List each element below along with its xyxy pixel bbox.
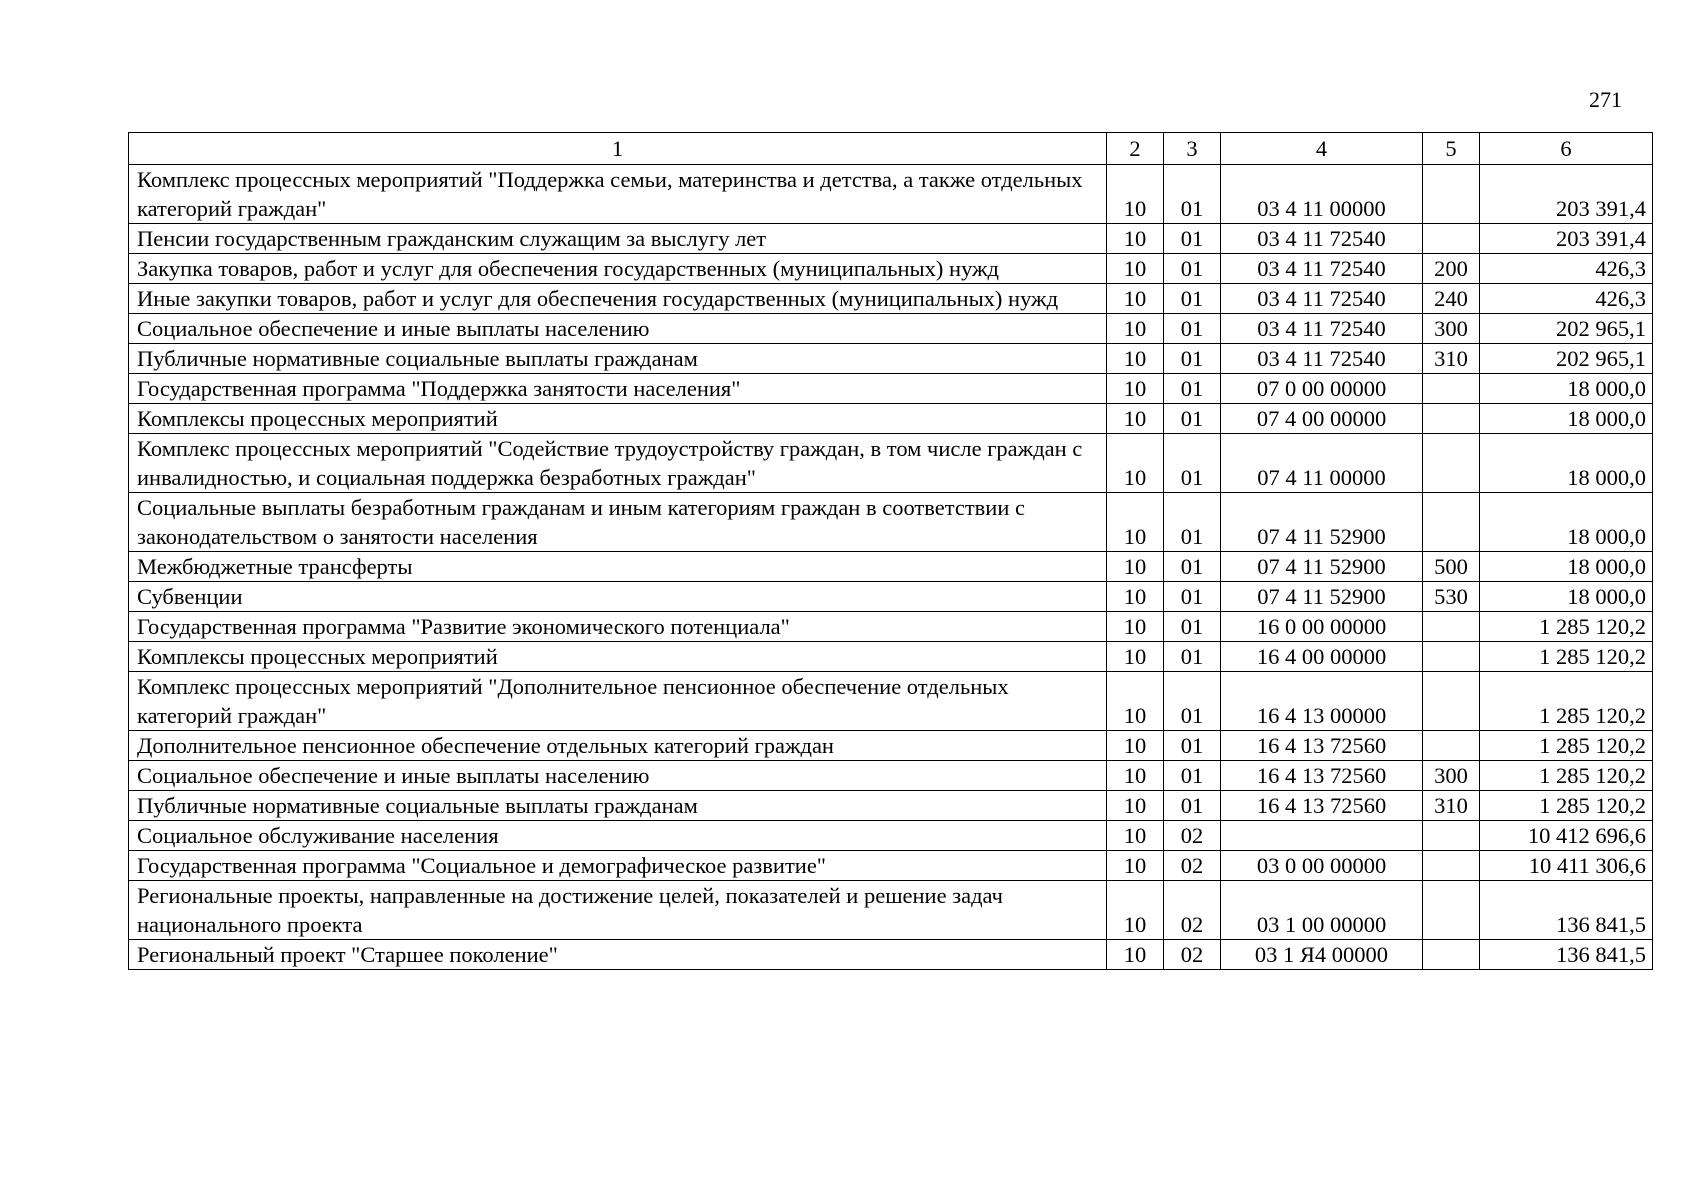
row-expense-type-cell [1423,731,1480,761]
row-subsection-cell: 01 [1164,224,1221,254]
header-cell-6: 6 [1480,133,1653,165]
row-expense-type-cell [1423,224,1480,254]
row-expense-type-cell [1423,374,1480,404]
table-row [129,552,1653,582]
table-row [129,940,1653,970]
table-row [129,791,1653,821]
row-name-cell: Комплекс процессных мероприятий "Содействие трудоустройству граждан, в том числе граждан с инвалидностью, и социальная поддержка безработных граждан" [129,434,1107,493]
row-subsection-cell: 01 [1164,344,1221,374]
row-section-cell: 10 [1107,224,1164,254]
row-target-article-cell: 16 4 13 00000 [1221,672,1423,731]
row-section-cell: 10 [1107,612,1164,642]
row-name-cell: Социальные выплаты безработным гражданам и иным категориям граждан в соответствии с законодательством о занятости населения [129,493,1107,552]
row-name-cell: Региональный проект "Старшее поколение" [129,940,1107,970]
row-name-cell: Комплекс процессных мероприятий "Поддержка семьи, материнства и детства, а также отдельных категорий граждан" [129,165,1107,224]
row-expense-type-cell: 300 [1423,314,1480,344]
row-target-article-cell: 16 4 13 72560 [1221,731,1423,761]
table-row [129,642,1653,672]
row-section-cell: 10 [1107,434,1164,493]
row-target-article-cell: 03 4 11 72540 [1221,314,1423,344]
row-subsection-cell: 02 [1164,940,1221,970]
row-expense-type-cell [1423,404,1480,434]
row-section-cell: 10 [1107,642,1164,672]
row-section-cell: 10 [1107,165,1164,224]
row-subsection-cell: 01 [1164,731,1221,761]
header-row [129,133,1653,165]
table-row [129,404,1653,434]
row-expense-type-cell [1423,165,1480,224]
row-target-article-cell: 03 1 00 00000 [1221,881,1423,940]
row-name-cell: Государственная программа "Социальное и демографическое развитие" [129,851,1107,881]
row-target-article-cell: 16 4 00 00000 [1221,642,1423,672]
row-name-cell: Комплекс процессных мероприятий "Дополнительное пенсионное обеспечение отдельных категорий граждан" [129,672,1107,731]
row-expense-type-cell: 310 [1423,344,1480,374]
row-amount-cell: 136 841,5 [1480,881,1653,940]
table-row [129,224,1653,254]
row-expense-type-cell [1423,612,1480,642]
row-section-cell: 10 [1107,284,1164,314]
row-name-cell: Социальное обеспечение и иные выплаты населению [129,314,1107,344]
row-amount-cell: 18 000,0 [1480,434,1653,493]
row-subsection-cell: 01 [1164,165,1221,224]
row-section-cell: 10 [1107,404,1164,434]
row-target-article-cell: 03 1 Я4 00000 [1221,940,1423,970]
row-expense-type-cell: 300 [1423,761,1480,791]
row-amount-cell: 1 285 120,2 [1480,731,1653,761]
row-target-article-cell: 16 0 00 00000 [1221,612,1423,642]
header-cell-3: 3 [1164,133,1221,165]
row-name-cell: Публичные нормативные социальные выплаты гражданам [129,344,1107,374]
row-name-cell: Пенсии государственным гражданским служащим за выслугу лет [129,224,1107,254]
row-amount-cell: 136 841,5 [1480,940,1653,970]
row-subsection-cell: 02 [1164,821,1221,851]
row-name-cell: Социальное обслуживание населения [129,821,1107,851]
row-section-cell: 10 [1107,344,1164,374]
row-target-article-cell: 07 4 11 52900 [1221,493,1423,552]
table-body [129,165,1653,970]
row-target-article-cell: 03 4 11 00000 [1221,165,1423,224]
row-subsection-cell: 01 [1164,552,1221,582]
row-name-cell: Социальное обеспечение и иные выплаты населению [129,761,1107,791]
row-subsection-cell: 01 [1164,254,1221,284]
header-cell-2: 2 [1107,133,1164,165]
row-section-cell: 10 [1107,493,1164,552]
row-amount-cell: 1 285 120,2 [1480,761,1653,791]
row-subsection-cell: 01 [1164,404,1221,434]
row-name-cell: Комплексы процессных мероприятий [129,642,1107,672]
row-target-article-cell: 07 4 11 00000 [1221,434,1423,493]
row-amount-cell: 1 285 120,2 [1480,672,1653,731]
row-target-article-cell: 03 4 11 72540 [1221,224,1423,254]
table-row [129,672,1653,731]
table-row [129,582,1653,612]
row-amount-cell: 10 411 306,6 [1480,851,1653,881]
table-row [129,314,1653,344]
row-section-cell: 10 [1107,761,1164,791]
row-subsection-cell: 02 [1164,851,1221,881]
row-section-cell: 10 [1107,821,1164,851]
row-amount-cell: 18 000,0 [1480,374,1653,404]
row-subsection-cell: 01 [1164,284,1221,314]
row-amount-cell: 18 000,0 [1480,582,1653,612]
row-expense-type-cell: 200 [1423,254,1480,284]
row-expense-type-cell: 530 [1423,582,1480,612]
row-subsection-cell: 01 [1164,642,1221,672]
row-target-article-cell: 07 4 00 00000 [1221,404,1423,434]
row-subsection-cell: 01 [1164,612,1221,642]
row-subsection-cell: 01 [1164,374,1221,404]
row-target-article-cell: 03 4 11 72540 [1221,344,1423,374]
row-expense-type-cell [1423,434,1480,493]
row-expense-type-cell [1423,642,1480,672]
row-name-cell: Публичные нормативные социальные выплаты гражданам [129,791,1107,821]
row-name-cell: Государственная программа "Развитие экономического потенциала" [129,612,1107,642]
row-expense-type-cell [1423,851,1480,881]
row-name-cell: Закупка товаров, работ и услуг для обеспечения государственных (муниципальных) нужд [129,254,1107,284]
row-target-article-cell: 16 4 13 72560 [1221,761,1423,791]
row-expense-type-cell [1423,881,1480,940]
header-cell-1: 1 [129,133,1107,165]
row-amount-cell: 426,3 [1480,284,1653,314]
row-section-cell: 10 [1107,582,1164,612]
row-amount-cell: 203 391,4 [1480,165,1653,224]
row-name-cell: Субвенции [129,582,1107,612]
row-target-article-cell [1221,821,1423,851]
row-section-cell: 10 [1107,314,1164,344]
table-row [129,761,1653,791]
row-target-article-cell: 03 0 00 00000 [1221,851,1423,881]
row-amount-cell: 1 285 120,2 [1480,612,1653,642]
row-expense-type-cell [1423,940,1480,970]
row-amount-cell: 1 285 120,2 [1480,642,1653,672]
row-name-cell: Дополнительное пенсионное обеспечение отдельных категорий граждан [129,731,1107,761]
row-amount-cell: 10 412 696,6 [1480,821,1653,851]
header-cell-4: 4 [1221,133,1423,165]
table-row [129,434,1653,493]
row-subsection-cell: 01 [1164,582,1221,612]
row-expense-type-cell: 500 [1423,552,1480,582]
table-row [129,165,1653,224]
row-subsection-cell: 01 [1164,672,1221,731]
row-amount-cell: 18 000,0 [1480,493,1653,552]
row-expense-type-cell [1423,493,1480,552]
row-name-cell: Комплексы процессных мероприятий [129,404,1107,434]
row-target-article-cell: 07 4 11 52900 [1221,552,1423,582]
row-name-cell: Региональные проекты, направленные на достижение целей, показателей и решение задач национального проекта [129,881,1107,940]
row-section-cell: 10 [1107,940,1164,970]
row-amount-cell: 18 000,0 [1480,404,1653,434]
row-subsection-cell: 02 [1164,881,1221,940]
row-target-article-cell: 03 4 11 72540 [1221,284,1423,314]
row-target-article-cell: 07 4 11 52900 [1221,582,1423,612]
table-row [129,881,1653,940]
table-row [129,612,1653,642]
row-subsection-cell: 01 [1164,434,1221,493]
row-target-article-cell: 07 0 00 00000 [1221,374,1423,404]
row-target-article-cell: 03 4 11 72540 [1221,254,1423,284]
budget-table [128,132,1653,970]
row-amount-cell: 426,3 [1480,254,1653,284]
row-subsection-cell: 01 [1164,761,1221,791]
row-name-cell: Государственная программа "Поддержка занятости населения" [129,374,1107,404]
row-amount-cell: 202 965,1 [1480,344,1653,374]
row-amount-cell: 202 965,1 [1480,314,1653,344]
table-row [129,821,1653,851]
row-section-cell: 10 [1107,851,1164,881]
row-name-cell: Межбюджетные трансферты [129,552,1107,582]
row-section-cell: 10 [1107,552,1164,582]
table-row [129,851,1653,881]
row-subsection-cell: 01 [1164,314,1221,344]
row-target-article-cell: 16 4 13 72560 [1221,791,1423,821]
row-expense-type-cell [1423,821,1480,851]
row-amount-cell: 1 285 120,2 [1480,791,1653,821]
row-expense-type-cell: 240 [1423,284,1480,314]
row-section-cell: 10 [1107,731,1164,761]
row-expense-type-cell: 310 [1423,791,1480,821]
row-subsection-cell: 01 [1164,493,1221,552]
row-expense-type-cell [1423,672,1480,731]
row-section-cell: 10 [1107,672,1164,731]
table-row [129,284,1653,314]
page-number: 271 [1589,87,1622,112]
row-section-cell: 10 [1107,881,1164,940]
row-section-cell: 10 [1107,254,1164,284]
header-cell-5: 5 [1423,133,1480,165]
row-name-cell: Иные закупки товаров, работ и услуг для обеспечения государственных (муниципальных) нужд [129,284,1107,314]
row-subsection-cell: 01 [1164,791,1221,821]
row-amount-cell: 203 391,4 [1480,224,1653,254]
table-row [129,374,1653,404]
row-section-cell: 10 [1107,791,1164,821]
row-amount-cell: 18 000,0 [1480,552,1653,582]
table-row [129,344,1653,374]
table-row [129,731,1653,761]
table-row [129,254,1653,284]
table-row [129,493,1653,552]
row-section-cell: 10 [1107,374,1164,404]
